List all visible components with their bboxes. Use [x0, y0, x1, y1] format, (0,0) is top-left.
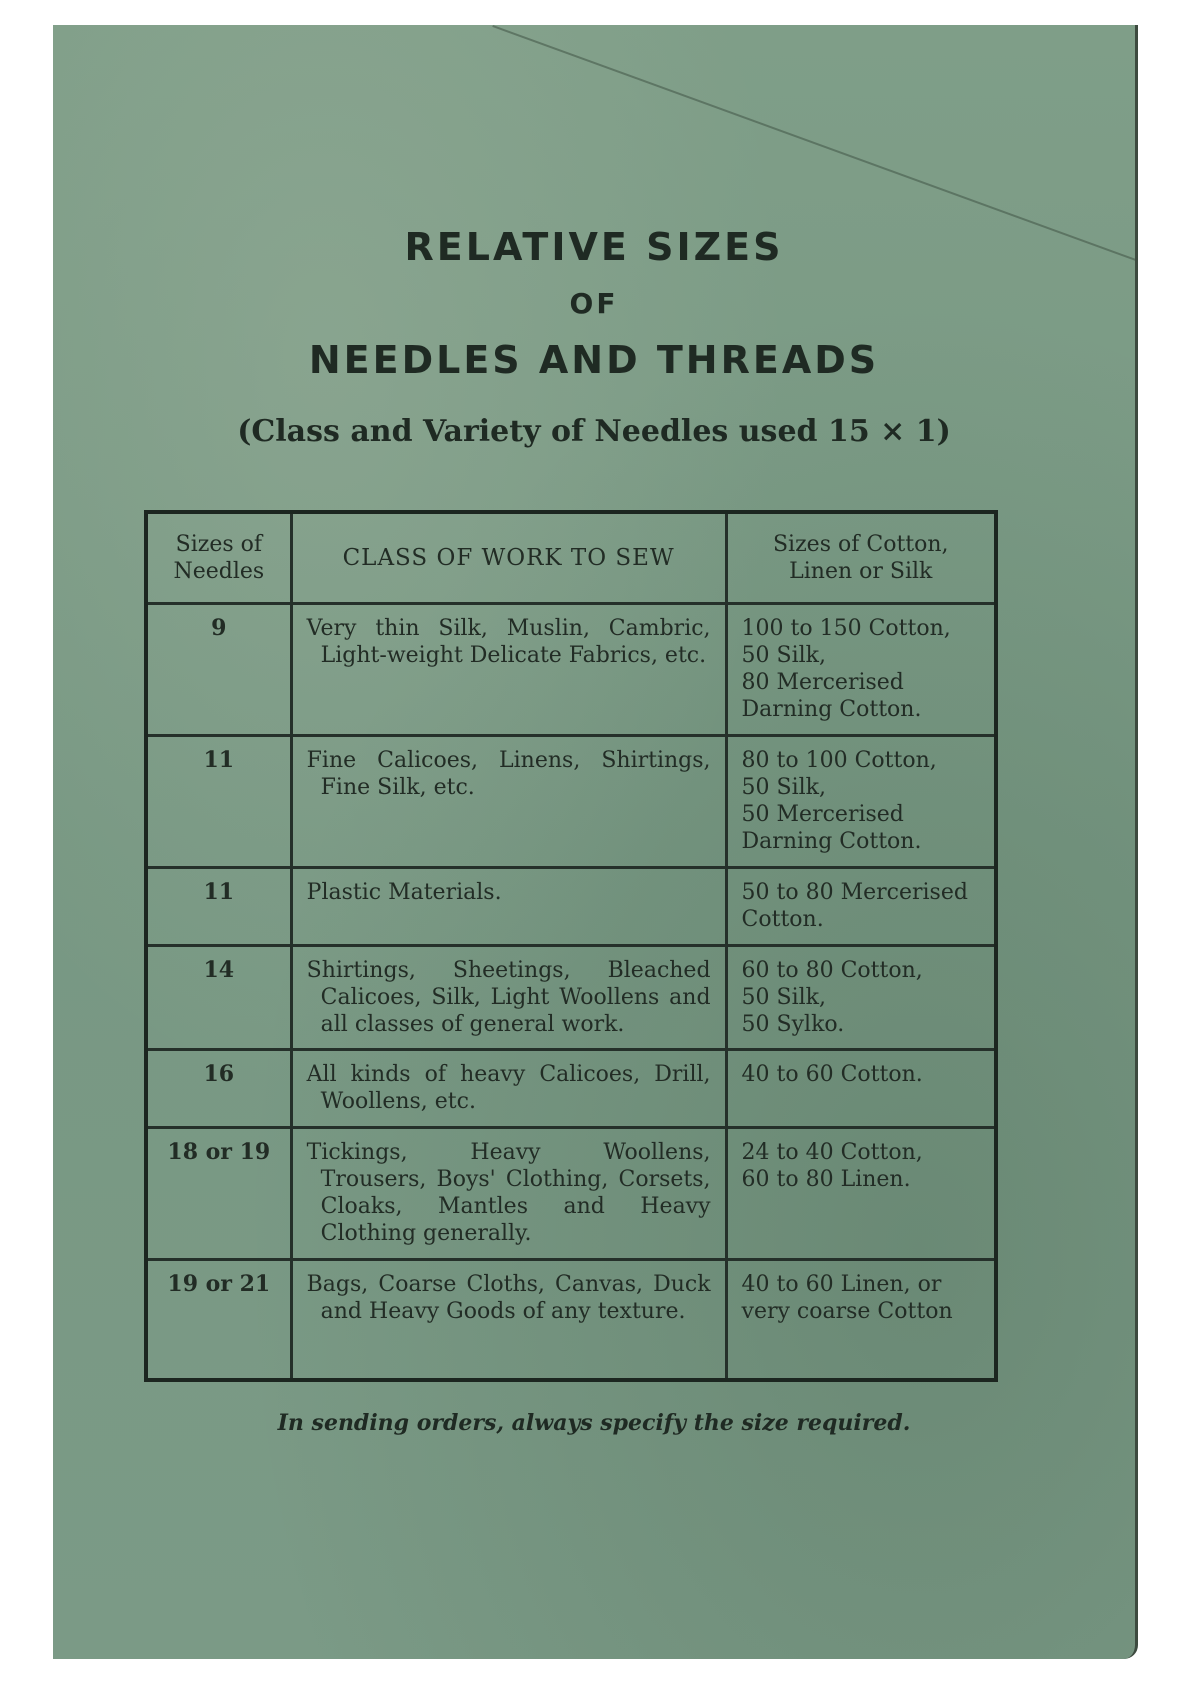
thread-size-cell — [726, 604, 996, 736]
thread-size-cell — [726, 868, 996, 946]
thread-line: very coarse Cotton — [741, 1299, 953, 1324]
thread-line: 40 to 60 Linen, or — [741, 1272, 942, 1297]
work-class: Bags, Coarse Cloths, Canvas, Duck and Heavy Goods of any texture. — [306, 1272, 711, 1324]
needle-size-cell — [146, 604, 291, 736]
thread-line: 50 Sylko. — [741, 1012, 845, 1037]
needle-size-cell — [146, 736, 291, 868]
thread-line: 80 Mercerised — [741, 670, 904, 695]
work-class: Shirtings, Sheetings, Bleached Calicoes, Silk, Light Woollens and all classes of general work. — [306, 958, 711, 1037]
work-class: Plastic Materials. — [306, 880, 502, 905]
table-header-row — [146, 512, 996, 604]
table-row — [146, 736, 996, 868]
subtitle-class-variety: (Class and Variety of Needles used 15 × 1) — [237, 414, 951, 449]
thread-line: 50 Silk, — [741, 985, 827, 1010]
thread-size-cell — [726, 1128, 996, 1260]
work-class: Tickings, Heavy Woollens, Trousers, Boys' Clothing, Corsets, Cloaks, Mantles and Heavy Clothing generally. — [306, 1140, 711, 1246]
sizes-table — [144, 510, 998, 1382]
needle-size: 19 or 21 — [167, 1271, 271, 1297]
table-row — [146, 946, 996, 1050]
needle-size: 16 — [203, 1061, 235, 1087]
work-class-cell — [291, 868, 726, 946]
thread-line: 50 Silk, — [741, 775, 827, 800]
table-row — [146, 1260, 996, 1380]
header-class-of-work: CLASS OF WORK TO SEW — [291, 512, 726, 604]
thread-size-cell — [726, 1260, 996, 1380]
work-class-cell — [291, 1260, 726, 1380]
thread-line: 24 to 40 Cotton, — [741, 1140, 923, 1165]
needle-size: 9 — [211, 615, 227, 641]
work-class: Very thin Silk, Muslin, Cambric, Light-weight Delicate Fabrics, etc. — [306, 616, 711, 668]
needle-size-cell — [146, 1260, 291, 1380]
needle-size: 14 — [203, 957, 235, 983]
table-row — [146, 1128, 996, 1260]
thread-line: 40 to 60 Cotton. — [741, 1062, 923, 1087]
work-class-cell — [291, 736, 726, 868]
thread-size-cell — [726, 736, 996, 868]
needle-size-cell — [146, 1050, 291, 1128]
needle-size-cell — [146, 946, 291, 1050]
work-class: Fine Calicoes, Linens, Shirtings, Fine Silk, etc. — [306, 748, 711, 800]
header-sizes-of-needles: Sizes of Needles — [146, 512, 291, 604]
needle-size-cell — [146, 868, 291, 946]
thread-line: 50 Mercerised — [741, 802, 904, 827]
footer-note: In sending orders, always specify the size required. — [277, 1410, 911, 1436]
needle-size: 18 or 19 — [167, 1139, 271, 1165]
title-relative-sizes: RELATIVE SIZES — [404, 225, 784, 269]
needle-size: 11 — [203, 747, 235, 773]
thread-size-cell — [726, 1050, 996, 1128]
work-class: All kinds of heavy Calicoes, Drill, Woollens, etc. — [306, 1062, 711, 1114]
thread-line: 100 to 150 Cotton, — [741, 616, 951, 641]
thread-line: Darning Cotton. — [741, 829, 922, 854]
work-class-cell — [291, 604, 726, 736]
thread-line: 50 Silk, — [741, 643, 827, 668]
title-of: OF — [569, 287, 619, 320]
thread-line: 80 to 100 Cotton, — [741, 748, 937, 773]
table-row — [146, 1050, 996, 1128]
work-class-cell — [291, 946, 726, 1050]
thread-line: 50 to 80 Mercerised — [741, 880, 968, 905]
needle-size-cell — [146, 1128, 291, 1260]
thread-line: Cotton. — [741, 907, 824, 932]
work-class-cell — [291, 1128, 726, 1260]
thread-line: 60 to 80 Linen. — [741, 1167, 911, 1192]
thread-size-cell — [726, 946, 996, 1050]
header-sizes-of-thread: Sizes of Cotton, Linen or Silk — [726, 512, 996, 604]
table-row — [146, 604, 996, 736]
work-class-cell — [291, 1050, 726, 1128]
needle-size: 11 — [203, 879, 235, 905]
thread-line: 60 to 80 Cotton, — [741, 958, 923, 983]
thread-line: Darning Cotton. — [741, 697, 922, 722]
table-row — [146, 868, 996, 946]
booklet-page — [53, 25, 1138, 1659]
title-needles-and-threads: NEEDLES AND THREADS — [308, 338, 880, 382]
